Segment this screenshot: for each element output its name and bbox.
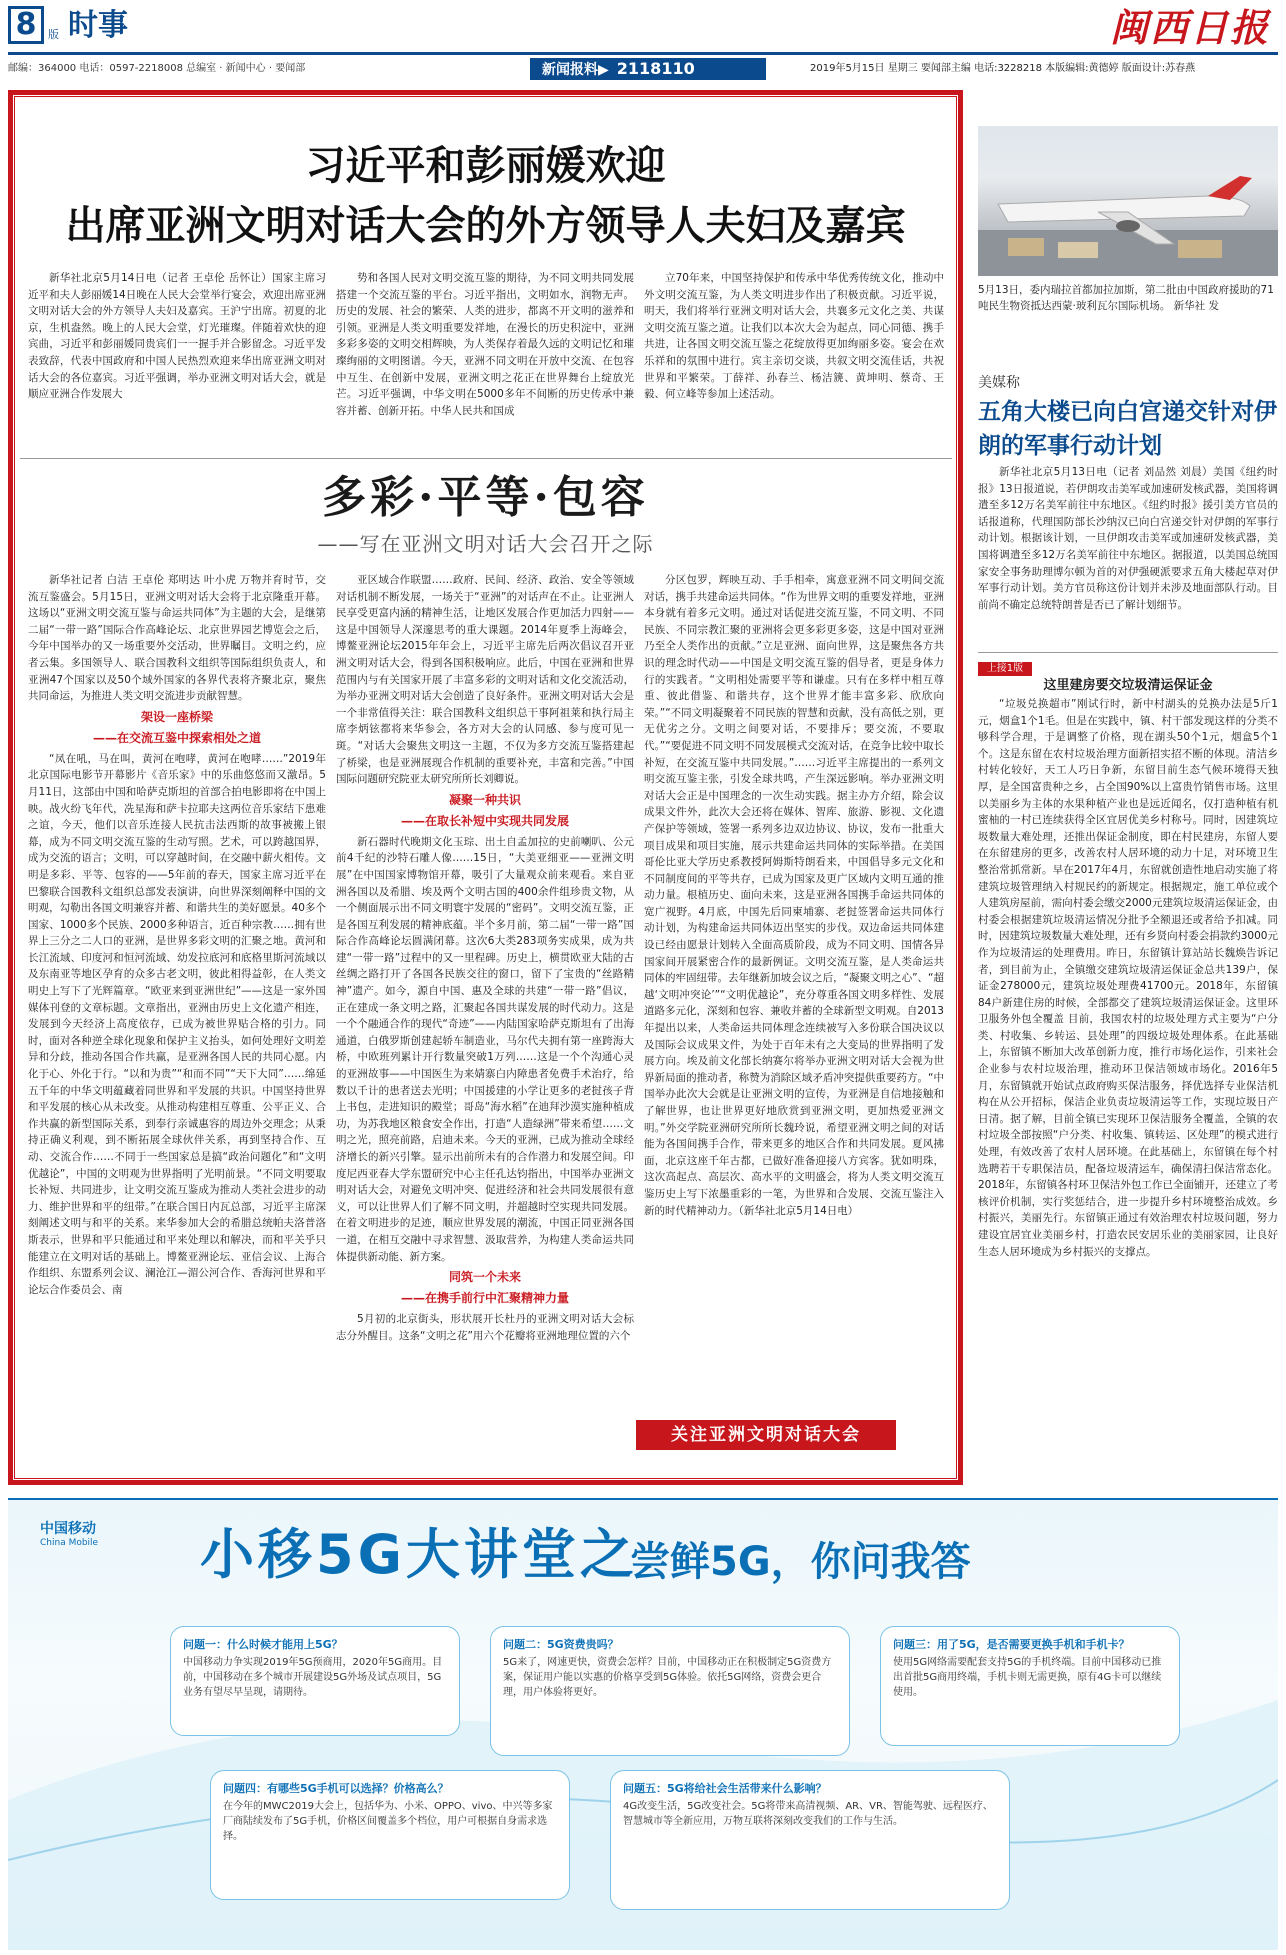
story4-body-text: “垃圾兑换超市”刚试行时，新中村湖头的兑换办法是5斤1元，烟盒1个1毛。但是在实践中，镇、村干部发现这样的分类不够科学合理，于是调整了价格，现在湖头50个1元，烟盒5个1个。这是东留在农村垃圾治理方面新招实招不断的体现。清洁乡村转化较好，天工人巧日争新，东留目前生态气候环境得天独厚，是全国富贵种之乡，占全国90%以上富贵竹销售市场。这里以美丽乡为主体的水果种植产业也是远近闻名，仅打造种植有机蜜柚的一村已连续获得全区宜居优美乡村称号。同时，因建筑垃圾数量大难处理，还推出保证金制度，即在村民建房，东留人要在东留建房的更多，改善农村人居环境的动力十足，对环境卫生整治常抓常新。早在2017年4月，东留就创造性地启动实施了将建筑垃圾管理纳入村规民约的新规定。根据规定，施工单位或个人建筑房屋前，需向村委会缴交2000元建筑垃圾清运保证金，由村委会根据建筑垃圾清运情况分批予全额退还或者给予扣减。同时，因建筑垃圾数量大难处理，还有乡贤向村委会捐款约3000元作为垃圾清运的处理费用。昨日，东留镇计算站站长魏焕告诉记者，到目前为止，全镇缴交建筑垃圾清运保证金总共139户，保证金278000元，建筑垃圾处理费41700元。2018年，东留镇84户新建住房的时候，全部都交了建筑垃圾清运保证金。这里环卫服务外包全覆盖 目前，我国农村的垃圾处理方式主要为“户分类、村收集、乡转运、县处理”的四级垃圾处理体系。在此基础上，东留镇不断加大改革创新力度，推行市场化运作，引来社会企业参与农村垃圾治理，推动环卫保洁领域市场化。2016年5月，东留镇就开始试点政府购买保洁服务，择优选择专业保洁机构在从公开招标，保洁企业负责垃圾清运等工作，实现垃圾日产日清。据了解，目前全镇已实现环卫保洁服务全覆盖，全镇的农村垃圾全部按照“户分类、村收集、镇转运、区处理”的模式进行处理，有效改善了农村人居环境。在此基础上，东留镇在每个村选聘若干专职保洁员，配备垃圾清运车，确保清扫保洁常态化。2018年，东留镇各村环卫保洁外包工作已全面铺开，还建立了考核评价机制，实行奖惩结合，进一步提升乡村环境整治成效。乡村振兴，美丽先行。东留镇正通过有效治理农村垃圾问题，努力建设宜居宜业美丽乡村，打造农民安居乐业的美丽家园，让良好生态人居环境成为乡村振兴的支撑点。 — [978, 698, 1278, 1258]
story4-body — [978, 696, 1278, 1486]
newspaper-logo: 闽西日报 — [1109, 5, 1270, 50]
masthead-rule — [8, 52, 1278, 55]
story1-col3-text: 立70年来，中国坚持保护和传承中华优秀传统文化，推动中外文明交流互鉴，为人类文明进步作出了积极贡献。习近平说，明天，我们将举行亚洲文明对话大会，共襄多元文化之美、共谋文明交流互鉴之道。让我们以本次大会为起点，同心同德、携手共进，让各国文明交流互鉴之花绽放得更加绚丽多姿。宴会在欢乐祥和的氛围中进行。宾主亲切交谈，共叙文明交流佳话，共祝世界和平繁荣。丁薛祥、孙春兰、杨洁篪、黄坤明、蔡奇、王毅、何立峰等参加上述活动。 — [644, 272, 944, 401]
q1-body: 中国移动力争实现2019年5G预商用，2020年5G商用。目前，中国移动在多个城市开展建设5G外场及试点项目，5G业务有望尽早呈现，请期待。 — [183, 1657, 443, 1698]
q1-title: 问题一：什么时候才能用上5G？ — [183, 1638, 343, 1651]
q5-body: 4G改变生活，5G改变社会。5G将带来高清视频、AR、VR、智能驾驶、远程医疗、智慧城市等全新应用，万物互联将深刻改变我们的工作与生活。 — [623, 1801, 993, 1827]
news-hotline — [530, 58, 766, 80]
right-separator — [978, 652, 1278, 653]
headline-line-2: 出席亚洲文明对话大会的外方领导人夫妇及嘉宾 — [65, 202, 906, 249]
subhead-future: 同筑一个未来 — [448, 1270, 521, 1285]
q4-body: 在今年的MWC2019大会上，包括华为、小米、OPPO、vivo、中兴等多家厂商陆续发布了5G手机，价格区间覆盖多个档位，用户可根据自身需求选择。 — [223, 1801, 553, 1842]
info-bar: 邮编：364000 电话：0597-2218008 总编室 · 新闻中心 · 要闻部 — [8, 63, 306, 74]
story2-col3-text: 分区包罗，辉映互动、手手相牵，寓意亚洲不同文明间交流对话，携手共建命运共同体。“作为世界文明的重要发祥地，亚洲本身就有着多元文明。通过对话促进交流互鉴，不同文明、不同民族、不同宗教汇聚的亚洲将会更多彩更多姿，这是中国对亚洲乃至全人类作出的贡献。”立足亚洲、面向世界，这是聚焦各方共识的理念时代动——中国是文明交流互鉴的倡导者，更是身体力行的实践者。“文明相处需要平等和谦虚。只有在多样中相互尊重、彼此借鉴、和谐共存，这个世界才能丰富多彩、欣欣向荣。”“不同文明凝聚着不同民族的智慧和贡献，没有高低之别，更无优劣之分。文明之间要对话，不要排斥；要交流，不要取代。”“要促进不同文明不同发展模式交流对话，在竞争比较中取长补短，在交流互鉴中共同发展。”……习近平主席提出的一系列文明交流互鉴主张，引发全球共鸣，产生深远影响。举办亚洲文明对话大会正是中国理念的一次生动实践。据主办方介绍，除会议成果文件外，此次大会还将在媒体、智库、旅游、影视、文化遗产保护等领域，签署一系列多边双边协议、协议，发布一批重大项目成果和项目实施，展示共建命运共同体的实际举措。在美国哥伦比亚大学历史系教授阿姆斯特朗看来，中国倡导多元文化和不同制度间的平等共存，已成为国家及更广区域内文明互通的推动力量。根植历史、面向未来，这是亚洲各国携手命运共同体的宽广视野。4月底，中国先后同柬埔寨、老挝签署命运共同体行动计划，为构建命运共同体迈出坚实的步伐。双边命运共同体建设已经由愿景计划转入全面高质阶段，成为不同文明、国情各异国家间开展紧密合作的最新例证。文明交流互鉴，是人类命运共同体的牢固纽带。去年继新加坡会议之后，“凝聚文明之心”、“超越‘文明冲突论’”“文明优越论”，充分尊重各国文明多样性、发展道路多元化，深刻和包容、兼收并蓄的全球新型文明观。自2013年提出以来，人类命运共同体理念连续被写入多份联合国决议以及国际会议成果文件，为处于百年未有之大变局的世界指明了发展方向。埃及前文化部长纳赛尔将举办亚洲文明对话大会视为世界新局面的推动者，称赞为消除区域矛盾冲突提供重要药方。“中国举办此次大会就是让亚洲文明的宣传，为亚洲是自信地接触和了解世界，也让世界更好地欣赏到亚洲文明，更加热爱亚洲文明。”外交学院亚洲研究所所长魏玲说，希望亚洲文明之间的对话能为各国间携手合作，带来更多的地区合作和共同发展。夏风拂面，北京这座千年古都，已做好准备迎接八方宾客。犹如明珠，这次高起点、高层次、高水平的文明盛会，将为人类文明交流互鉴历史上写下浓墨重彩的一笔，为世界和合发展、交流互鉴注入新的时代精神动力。（新华社北京5月14日电） — [644, 574, 944, 1217]
q2-body: 5G来了，网速更快，资费会怎样？目前，中国移动正在积极制定5G资费方案，保证用户能以实惠的价格享受到5G体验。依托5G网络，资费会更合理，用户体验将更好。 — [503, 1657, 832, 1698]
story1-column-2 — [336, 270, 634, 452]
q2-title: 问题二：5G资费贵吗？ — [503, 1638, 619, 1651]
story1-col1-text: 新华社北京5月14日电（记者 王卓伦 岳怀让）国家主席习近平和夫人彭丽媛14日晚在人民大会堂举行宴会，欢迎出席亚洲文明对话大会的外方领导人夫妇及嘉宾。王沪宁出席。初夏的北京，生机盎然。晚上的人民大会堂，灯光璀璨。伴随着欢快的迎宾曲，习近平和彭丽媛同贵宾们一一握手并合影留念。习近平发表致辞，代表中国政府和中国人民热烈欢迎来华出席亚洲文明对话大会的各位嘉宾。习近平强调，举办亚洲文明对话大会，就是顺应亚洲合作发展大 — [28, 272, 326, 401]
q3-body: 使用5G网络需要配套支持5G的手机终端。目前中国移动已推出首批5G商用终端，手机卡则无需更换，原有4G卡可以继续使用。 — [893, 1657, 1162, 1698]
hotline-number: 2118110 — [616, 59, 695, 78]
page-ban-label: 版 — [48, 28, 59, 41]
subhead-bridge: 架设一座桥梁 — [140, 709, 213, 724]
photo-caption: 5月13日，委内瑞拉首都加拉加斯，第二批由中国政府援助的71吨民生物资抵达西蒙·玻利瓦尔国际机场。 新华社 发 — [978, 284, 1274, 312]
story3-body-text: 新华社北京5月13日电（记者 刘品然 刘晨）美国《纽约时报》13日报道说，若伊朗攻击美军或加速研发核武器，美国将调遣至多12万名美军前往中东地区。《纽约时报》援引美方官员的话报道称，代理国防部长沙纳汉已向白宫递交针对伊朗的军事行动计划。根据该计划，一旦伊朗攻击美军或加速研发核武器，美国将调遣至多12万名美军前往中东地区。据报道，以美国总统国家安全事务助理博尔顿为首的对伊强硬派要求五角大楼起草对伊军事行动计划。美方官员称这份计划并未涉及地面部队行动。目前尚不确定总统特朗普是否已了解计划细节。 — [978, 466, 1278, 611]
ad-subtitle: 尝鲜5G，你问我答 — [630, 1539, 971, 1585]
page-number: 8 — [8, 6, 44, 44]
q4-title: 问题四：有哪些5G手机可以选择？价格高么？ — [223, 1782, 449, 1795]
ad-question-4 — [210, 1770, 570, 1900]
headline-line-1: 习近平和彭丽媛欢迎 — [305, 142, 666, 189]
feature-tag: 关注亚洲文明对话大会 — [636, 1420, 896, 1450]
story1-col2-text: 势和各国人民对文明交流互鉴的期待，为不同文明共同发展搭建一个交流互鉴的平台。习近平指出，文明如水，润物无声。历史的发展、社会的繁荣、人类的进步，都离不开文明的滋养和引领。亚洲是人类文明重要发祥地，在漫长的历史积淀中，亚洲多彩多姿的文明交相辉映，为人类保存着最久远的文明记忆和璀璨绚丽的文明图谱。今天，亚洲不同文明在开放中交流、在包容中互生、在创新中发展，亚洲文明之花正在世界舞台上绽放光芒。习近平强调，中华文明在5000多年不间断的历史传承中兼容并蓄、创新开拓。中华人民共和国成 — [336, 272, 634, 417]
story4-headline: 这里建房要交垃圾清运保证金 — [1043, 678, 1213, 693]
ad-question-5 — [610, 1770, 1010, 1910]
feature-subheadline: ——写在亚洲文明对话大会召开之际 — [317, 532, 654, 556]
story2-col2-body: 新石器时代晚期文化玉琮、出土自孟加拉的史前喇叭、公元前4千纪的沙特石雕人像……15日，“大美亚细亚——亚洲文明展”在中国国家博物馆开幕，吸引了大量观众前来观看。来自亚洲各国以及希腊、埃及两个文明古国的400余件组珍贵文物，从一个侧面展示出不同文明寰宇发展的“密码”。文明交流互鉴，正是各国互利发展的精神底蕴。半个多月前，第二届“一带一路”国际合作高峰论坛圆满闭幕。这次6大类283项务实成果，成为共建“一带一路”过程中的又一里程碑。历史上，横贯欧亚大陆的古丝绸之路打开了各国各民族交往的窗口，留下了宝贵的“丝路精神”遗产。如今，源自中国、惠及全球的共建“一带一路”倡议，正在建成一条文明之路，汇聚起各国共谋发展的时代动力。这是一个个融通合作的现代“奇迹”——内陆国家哈萨克斯坦有了出海通道，白俄罗斯创建起轿车制造业，马尔代夫拥有第一座跨海大桥，中欧班列累计开行数量突破1万列……这是一个个沟通心灵的亚洲故事——中国医生为来婧寨白内障患者免费手术治疗，给数以千计的患者送去光明；中国援建的小学让更多的老挝孩子背上书包，走进知识的殿堂；哥岛“海水稻”在迪拜沙漠实施种植成功，为苏我地区粮食安全作出，打造“人造绿洲”带来希望……文明之光，照亮前路，启迪未来。今天的亚洲，已成为推动全球经济增长的新兴引擎。显示出前所未有的合作潜力和发展空间。印度尼西亚春大学东盟研究中心主任孔达钧指出，中国举办亚洲文明对话大会，对避免文明冲突、促进经济和社会共同发展很有意义，可以让世界人们了解不同文明，并超越时空实现共同发展。在着文明进步的足迹，顺应世界发展的潮流，中国正同亚洲各国一道，在相互交融中寻求智慧、汲取营养，为构建人类命运共同体提供新动能、新方案。 — [336, 835, 634, 1263]
story2-col2-end: 5月初的北京街头，形状展开长杜丹的亚洲文明对话大会标志分外醒目。这条“文明之花”用六个花瓣将亚洲地理位置的六个 — [336, 1313, 634, 1342]
story2-col1-body: “凤在吼，马在叫，黄河在咆哮，黄河在咆哮……”2019年北京国际电影节开幕影片《音乐家》中的乐曲悠悠而又激昂。5月11日，这部由中国和哈萨克斯坦的首部合拍电影即将在中国上映。战火纷飞年代，冼星海和萨卡拉耶夫这两位音乐家结下患难之谊，今天，他们以音乐连接人民抗击法西斯的故事被搬上银幕，成为不同文明交流互鉴的生动写照。艺术，可以跨越国界，成为交流的语言；文明，可以穿越时间，在交融中薪火相传。文明是多彩、平等、包容的——5年前的春天，国家主席习近平在巴黎联合国教科文组织总部发表演讲，向世界深刻阐释中国的文明观，勾勒出各国文明兼容并蓄、和谐共生的美好愿景。40多个国家、1000多个民族、2000多种语言，近百种宗教……拥有世界上三分之二人口的亚洲，是世界多彩文明的汇聚之地。黄河和长江流域、印度河和恒河流域、幼发拉底河和底格里斯河流域以及东南亚等地区孕育的众多古老文明，彼此相得益彰，在人类文明史上写下了光辉篇章。“欧亚来到亚洲世纪”——这是一家外国媒体刊登的文章标题。文章指出，亚洲由历史上文化遗产相连，发展到今天经济上高度依存，已成为被世界贴合格的引力。同时，面对各种逆全球化现象和保护主义抬头，如何处理好文明差异和分歧，推动各国合作共赢，是亚洲各国人民的共同心愿。内化于心、外化于行。“以和为贵”“和而不同”“天下大同”……绵延五千年的中华文明蕴藏着同世界和平发展的共识。中国坚持世界和平发展的核心从未改变。从推动构建相互尊重、公平正义、合作共赢的新型国际关系，到奉行亲诚惠容的周边外交理念；从秉持正确义利观，到不断拓展全球伙伴关系，再到坚持合作、互动、交流合作……不同于一些国家总是搞“政治问题化”和“文明优越论”，中国的文明观为世界指明了光明前景。“不同文明要取长补短、共同进步，让文明交流互鉴成为推动人类社会进步的动力、维护世界和平的纽带。”在联合国日内瓦总部，习近平主席深刻阐述文明与和平的关系。来华参加大会的希腊总统帕夫洛普洛斯表示，世界和平只能通过和平来处理以和解决，而和平关乎只能建立在文明对话的基础上。博鳌亚洲论坛、亚信会议、上海合作组织、东盟系列会议、澜沧江—湄公河合作、香海河世界和平论坛合作委员会、南 — [28, 752, 326, 1296]
subhead-future-sub: ——在携手前行中汇聚精神力量 — [400, 1291, 569, 1306]
story3-kicker: 美媒称 — [978, 375, 1020, 391]
hotline-label: 新闻报料▶ — [542, 62, 609, 78]
subhead-consensus-sub: ——在取长补短中实现共同发展 — [400, 813, 569, 828]
story2-col1-intro: 新华社记者 白洁 王卓伦 郑明达 叶小虎 万物并育时节，交流互鉴盛会。5月15日，亚洲文明对话大会将于北京隆重开幕。这场以“亚洲文明交流互鉴与命运共同体”为主题的大会，是继第二届“一带一路”国际合作高峰论坛、北京世界园艺博览会之后，今年中国举办的又一场重要外交活动，世界瞩目。文明之约，应者云集。多国领导人、联合国教科文组织等国际组织负责人，和亚洲47个国家以及50个域外国家的各界代表将齐聚北京，聚焦共同命运，为推进人类文明交流进步贡献智慧。 — [28, 574, 326, 703]
subhead-consensus: 凝聚一种共识 — [448, 792, 521, 807]
ad-question-3 — [880, 1626, 1180, 1746]
continued-tag: 上接1版 — [978, 662, 1032, 676]
story2-col2-intro: 亚区域合作联盟……政府、民间、经济、政治、安全等领域对话机制不断发展，一场关于“亚洲”的对话声在不止。让亚洲人民享受更富内涵的精神生活，让地区发展合作更加活力四射——这是中国领导人深邃思考的重大课题。2014年夏季上海峰会，博鳌亚洲论坛2015年年会上，习近平主席先后两次倡议召开亚洲文明对话大会，得到各国积极响应。此后，中国在亚洲和世界范围内与有关国家开展了丰富多彩的文明对话和文化交流活动，为举办亚洲文明对话大会创造了良好条件。亚洲文明对话大会是一个非常值得关注：联合国教科文组织总干事阿祖莱和执行局主席李炳铉都将来华参会，各方对大会的认同感、参与度可见一斑。“对话大会聚焦文明这一主题，不仅为多方交流互鉴搭建起了桥梁，也是亚洲展现合作机制的重要补充，丰富和完善。”中国国际问题研究院亚太研究所所长刘卿说。 — [336, 574, 634, 786]
story2-column-3 — [644, 572, 944, 1412]
ad-question-2 — [490, 1626, 850, 1756]
ad-question-1 — [170, 1626, 460, 1736]
story3-headline: 五角大楼已向白宫递交针对伊朗的军事行动计划 — [978, 398, 1277, 459]
q5-title: 问题五：5G将给社会生活带来什么影响？ — [623, 1782, 827, 1795]
story2-column-1 — [28, 572, 326, 1470]
story2-column-2 — [336, 572, 634, 1470]
story-separator — [20, 458, 952, 459]
subhead-bridge-sub: ——在交流互鉴中探索相处之道 — [92, 730, 261, 745]
ad-title: 小移5G大讲堂之 — [200, 1523, 638, 1586]
section-title: 时事 — [68, 8, 128, 43]
story1-column-1 — [28, 270, 326, 452]
feature-headline: 多彩·平等·包容 — [322, 472, 649, 523]
publication-info: 2019年5月15日 星期三 要闻部主编 电话:3228218 本版编辑:黄德婷 版面设计:苏春燕 — [810, 63, 1196, 74]
china-mobile-logo — [40, 1518, 98, 1548]
news-photo-aircraft — [978, 126, 1278, 276]
story3-body — [978, 464, 1278, 644]
brand-name: 中国移动 — [40, 1521, 96, 1537]
aircraft-illustration — [978, 126, 1278, 276]
brand-name-en: China Mobile — [40, 1538, 99, 1548]
story1-column-3 — [644, 270, 944, 452]
q3-title: 问题三：用了5G，是否需要更换手机和手机卡？ — [893, 1638, 1130, 1651]
